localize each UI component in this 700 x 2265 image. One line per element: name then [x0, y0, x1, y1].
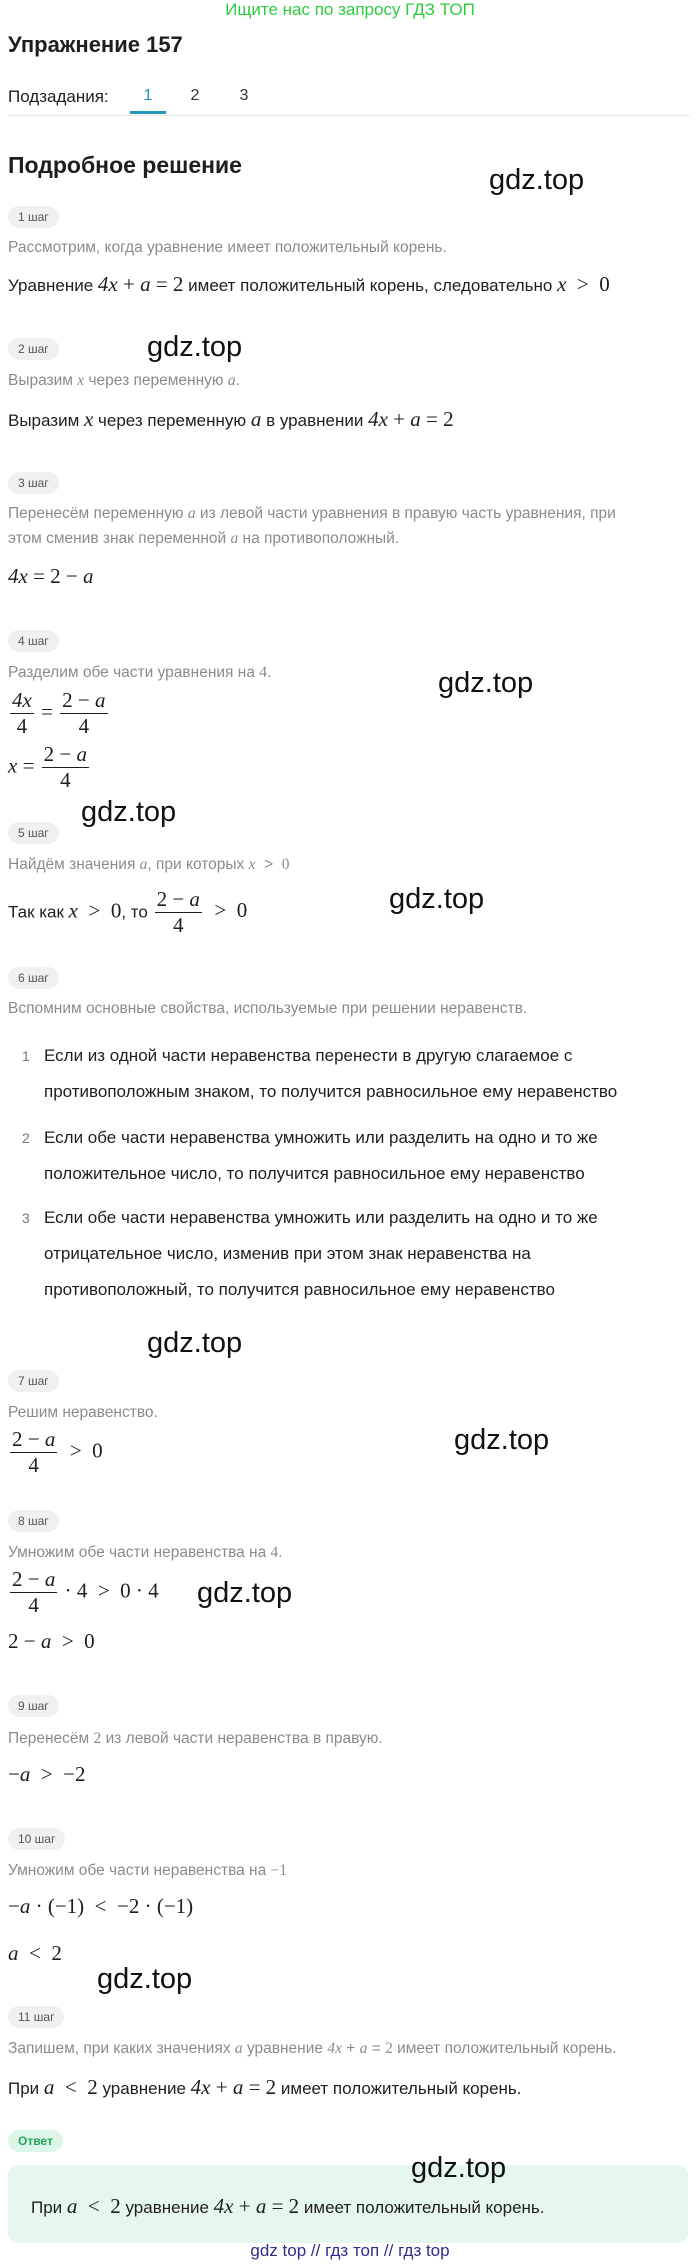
solution-heading: Подробное решение: [8, 152, 242, 178]
search-banner[interactable]: Ищите нас по запросу ГДЗ ТОП: [225, 0, 475, 19]
list-item: 3 Если обе части неравенства умножить или разделить на одно и то же отрицательное число, изменив при этом знак неравенства на противоположный, то получится равносильное ему неравенство: [22, 1208, 598, 1299]
watermark: gdz.top: [97, 1963, 193, 1995]
step-text: При a < 2 уравнение 4x + a = 2 имеет положительный корень.: [8, 2075, 522, 2099]
watermark: gdz.top: [81, 796, 177, 828]
watermark: gdz.top: [147, 1327, 243, 1359]
list-item: 2 Если обе части неравенства умножить или разделить на одно и то же положительное число, то получится равносильное ему неравенство: [22, 1128, 598, 1183]
step-chip: 2 шаг: [8, 338, 59, 360]
step-text: Так как x > 0, то $\frac{2 - a}{4}$ > 0: [8, 887, 248, 937]
step-chip: 4 шаг: [8, 630, 59, 652]
inequality: −a · (−1) < −2 · (−1): [8, 1894, 194, 1918]
divider: [8, 115, 690, 116]
inequality: 2 − a > 0: [8, 1629, 95, 1653]
step-description: Запишем, при каких значениях a уравнение 4x + a = 2 имеет положительный корень.: [8, 2040, 617, 2057]
step-chip: 8 шаг: [8, 1510, 59, 1532]
list-item: 1 Если из одной части неравенства перенести в другую слагаемое с противоположным знаком, то получится равносильное ему неравенство: [22, 1046, 618, 1101]
step-chip: 10 шаг: [8, 1828, 65, 1850]
step-description: Вспомним основные свойства, используемые при решении неравенств.: [8, 1000, 528, 1017]
tab-subtask-3[interactable]: 3: [239, 87, 249, 104]
equation: $\frac{4x}{4}$ = $\frac{2 - a}{4}$: [12, 688, 106, 738]
tab-subtask-1[interactable]: 1: [143, 87, 153, 104]
active-tab-indicator: [130, 111, 166, 114]
step-description: Перенесём переменную a из левой части уравнения в правую часть уравнения, при этом сменив знак переменной a на противоположный.: [8, 505, 616, 547]
step-description: Разделим обе части уравнения на 4.: [8, 664, 272, 681]
equation: x = $\frac{2 - a}{4}$: [8, 742, 88, 792]
footer-links[interactable]: gdz top // гдз топ // гдз top: [250, 2241, 450, 2260]
subtasks-label: Подзадания:: [8, 87, 109, 106]
step-chip: 9 шаг: [8, 1695, 59, 1717]
watermark: gdz.top: [197, 1577, 293, 1609]
step-description: Умножим обе части неравенства на 4.: [8, 1544, 283, 1561]
step-chip: 3 шаг: [8, 472, 59, 494]
step-description: Решим неравенство.: [8, 1404, 158, 1421]
answer-chip: Ответ: [8, 2130, 63, 2152]
step-chip: 5 шаг: [8, 822, 59, 844]
inequality: $\frac{2 - a}{4}$ · 4 > 0 · 4: [12, 1567, 159, 1617]
watermark: gdz.top: [438, 667, 534, 699]
step-description: Рассмотрим, когда уравнение имеет положительный корень.: [8, 239, 447, 256]
step-description: Умножим обе части неравенства на −1: [8, 1862, 288, 1879]
inequality: a < 2: [8, 1941, 62, 1965]
step-description: Перенесём 2 из левой части неравенства в правую.: [8, 1730, 383, 1747]
step-chip: 7 шаг: [8, 1370, 59, 1392]
watermark: gdz.top: [411, 2152, 507, 2184]
step-description: Найдём значения a, при которых x > 0: [8, 856, 290, 873]
tab-subtask-2[interactable]: 2: [190, 87, 200, 104]
watermark: gdz.top: [147, 331, 243, 363]
step-chip: 6 шаг: [8, 967, 59, 989]
watermark: gdz.top: [389, 883, 485, 915]
step-text: Уравнение 4x + a = 2 имеет положительный корень, следовательно x > 0: [8, 272, 610, 296]
inequality: −a > −2: [8, 1762, 86, 1786]
equation: 4x = 2 − a: [8, 564, 94, 588]
step-description: Выразим x через переменную a.: [8, 372, 240, 389]
watermark: gdz.top: [454, 1424, 550, 1456]
step-chip: 1 шаг: [8, 206, 59, 228]
step-text: Выразим x через переменную a в уравнении 4x + a = 2: [8, 407, 454, 431]
page-title: Упражнение 157: [8, 32, 183, 57]
inequality: $\frac{2 - a}{4}$ > 0: [12, 1427, 103, 1477]
watermark: gdz.top: [489, 164, 585, 196]
step-chip: 11 шаг: [8, 2006, 64, 2028]
answer-text: При a < 2 уравнение 4x + a = 2 имеет положительный корень.: [31, 2194, 545, 2218]
